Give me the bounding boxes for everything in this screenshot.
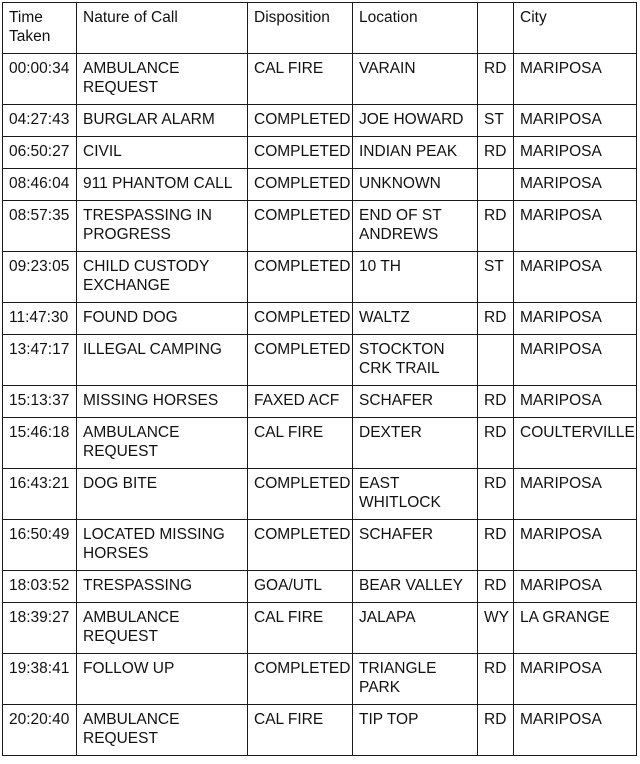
time-taken-cell: 08:46:04 <box>3 169 77 201</box>
disposition-cell: COMPLETED <box>248 105 353 137</box>
disposition-cell: CAL FIRE <box>248 603 353 654</box>
location-cell: JALAPA <box>353 603 478 654</box>
city-cell: COULTERVILLE <box>514 418 637 469</box>
time-taken-cell: 06:50:27 <box>3 137 77 169</box>
street-suffix-cell: RD <box>478 386 514 418</box>
time-taken-cell: 20:20:40 <box>3 705 77 756</box>
table-row <box>3 137 637 169</box>
location-cell: DEXTER <box>353 418 478 469</box>
header-disposition: Disposition <box>248 3 353 54</box>
header-nature-of-call: Nature of Call <box>77 3 248 54</box>
street-suffix-cell: RD <box>478 137 514 169</box>
table-row <box>3 105 637 137</box>
street-suffix-cell: ST <box>478 252 514 303</box>
disposition-cell: COMPLETED <box>248 169 353 201</box>
disposition-cell: COMPLETED <box>248 303 353 335</box>
header-city: City <box>514 3 637 54</box>
table-row <box>3 386 637 418</box>
city-cell: MARIPOSA <box>514 169 637 201</box>
location-cell: EAST WHITLOCK <box>353 469 478 520</box>
time-taken-cell: 04:27:43 <box>3 105 77 137</box>
table-row <box>3 335 637 386</box>
nature-of-call-cell: CHILD CUSTODY EXCHANGE <box>77 252 248 303</box>
nature-of-call-cell: TRESPASSING <box>77 571 248 603</box>
time-taken-cell: 18:03:52 <box>3 571 77 603</box>
nature-of-call-cell: DOG BITE <box>77 469 248 520</box>
street-suffix-cell: RD <box>478 654 514 705</box>
street-suffix-cell: RD <box>478 303 514 335</box>
nature-of-call-cell: FOLLOW UP <box>77 654 248 705</box>
time-taken-cell: 00:00:34 <box>3 54 77 105</box>
city-cell: MARIPOSA <box>514 654 637 705</box>
street-suffix-cell: RD <box>478 520 514 571</box>
nature-of-call-cell: 911 PHANTOM CALL <box>77 169 248 201</box>
disposition-cell: FAXED ACF <box>248 386 353 418</box>
nature-of-call-cell: LOCATED MISSING HORSES <box>77 520 248 571</box>
time-taken-cell: 15:46:18 <box>3 418 77 469</box>
street-suffix-cell: RD <box>478 54 514 105</box>
location-cell: INDIAN PEAK <box>353 137 478 169</box>
nature-of-call-cell: TRESPASSING IN PROGRESS <box>77 201 248 252</box>
table-row <box>3 520 637 571</box>
street-suffix-cell <box>478 169 514 201</box>
city-cell: LA GRANGE <box>514 603 637 654</box>
table-row <box>3 603 637 654</box>
street-suffix-cell: WY <box>478 603 514 654</box>
nature-of-call-cell: AMBULANCE REQUEST <box>77 54 248 105</box>
disposition-cell: CAL FIRE <box>248 418 353 469</box>
street-suffix-cell: RD <box>478 469 514 520</box>
city-cell: MARIPOSA <box>514 335 637 386</box>
street-suffix-cell <box>478 335 514 386</box>
location-cell: SCHAFER <box>353 386 478 418</box>
nature-of-call-cell: ILLEGAL CAMPING <box>77 335 248 386</box>
table-row <box>3 418 637 469</box>
city-cell: MARIPOSA <box>514 469 637 520</box>
city-cell: MARIPOSA <box>514 105 637 137</box>
table-row <box>3 201 637 252</box>
location-cell: UNKNOWN <box>353 169 478 201</box>
table-row <box>3 54 637 105</box>
disposition-cell: CAL FIRE <box>248 705 353 756</box>
time-taken-cell: 13:47:17 <box>3 335 77 386</box>
city-cell: MARIPOSA <box>514 201 637 252</box>
disposition-cell: COMPLETED <box>248 654 353 705</box>
city-cell: MARIPOSA <box>514 571 637 603</box>
location-cell: BEAR VALLEY <box>353 571 478 603</box>
city-cell: MARIPOSA <box>514 520 637 571</box>
disposition-cell: COMPLETED <box>248 469 353 520</box>
table-row <box>3 571 637 603</box>
city-cell: MARIPOSA <box>514 137 637 169</box>
header-time-taken: Time Taken <box>3 3 77 54</box>
time-taken-cell: 19:38:41 <box>3 654 77 705</box>
disposition-cell: CAL FIRE <box>248 54 353 105</box>
header-row <box>3 3 637 54</box>
nature-of-call-cell: FOUND DOG <box>77 303 248 335</box>
location-cell: 10 TH <box>353 252 478 303</box>
location-cell: VARAIN <box>353 54 478 105</box>
nature-of-call-cell: BURGLAR ALARM <box>77 105 248 137</box>
street-suffix-cell: RD <box>478 418 514 469</box>
location-cell: TRIANGLE PARK <box>353 654 478 705</box>
city-cell: MARIPOSA <box>514 705 637 756</box>
time-taken-cell: 09:23:05 <box>3 252 77 303</box>
nature-of-call-cell: CIVIL <box>77 137 248 169</box>
time-taken-cell: 18:39:27 <box>3 603 77 654</box>
table-row <box>3 654 637 705</box>
disposition-cell: COMPLETED <box>248 201 353 252</box>
time-taken-cell: 08:57:35 <box>3 201 77 252</box>
street-suffix-cell: RD <box>478 571 514 603</box>
table-row <box>3 169 637 201</box>
nature-of-call-cell: AMBULANCE REQUEST <box>77 603 248 654</box>
city-cell: MARIPOSA <box>514 54 637 105</box>
table-row <box>3 705 637 756</box>
disposition-cell: COMPLETED <box>248 252 353 303</box>
street-suffix-cell: RD <box>478 705 514 756</box>
header-location: Location <box>353 3 478 54</box>
disposition-cell: COMPLETED <box>248 520 353 571</box>
location-cell: STOCKTON CRK TRAIL <box>353 335 478 386</box>
disposition-cell: GOA/UTL <box>248 571 353 603</box>
table-row <box>3 469 637 520</box>
location-cell: SCHAFER <box>353 520 478 571</box>
header-street-suffix <box>478 3 514 54</box>
location-cell: END OF ST ANDREWS <box>353 201 478 252</box>
call-log-table <box>2 2 637 756</box>
table-row <box>3 252 637 303</box>
city-cell: MARIPOSA <box>514 303 637 335</box>
nature-of-call-cell: AMBULANCE REQUEST <box>77 418 248 469</box>
street-suffix-cell: ST <box>478 105 514 137</box>
time-taken-cell: 15:13:37 <box>3 386 77 418</box>
table-row <box>3 303 637 335</box>
location-cell: JOE HOWARD <box>353 105 478 137</box>
city-cell: MARIPOSA <box>514 252 637 303</box>
time-taken-cell: 11:47:30 <box>3 303 77 335</box>
nature-of-call-cell: AMBULANCE REQUEST <box>77 705 248 756</box>
nature-of-call-cell: MISSING HORSES <box>77 386 248 418</box>
time-taken-cell: 16:43:21 <box>3 469 77 520</box>
street-suffix-cell: RD <box>478 201 514 252</box>
time-taken-cell: 16:50:49 <box>3 520 77 571</box>
city-cell: MARIPOSA <box>514 386 637 418</box>
disposition-cell: COMPLETED <box>248 137 353 169</box>
location-cell: TIP TOP <box>353 705 478 756</box>
disposition-cell: COMPLETED <box>248 335 353 386</box>
location-cell: WALTZ <box>353 303 478 335</box>
